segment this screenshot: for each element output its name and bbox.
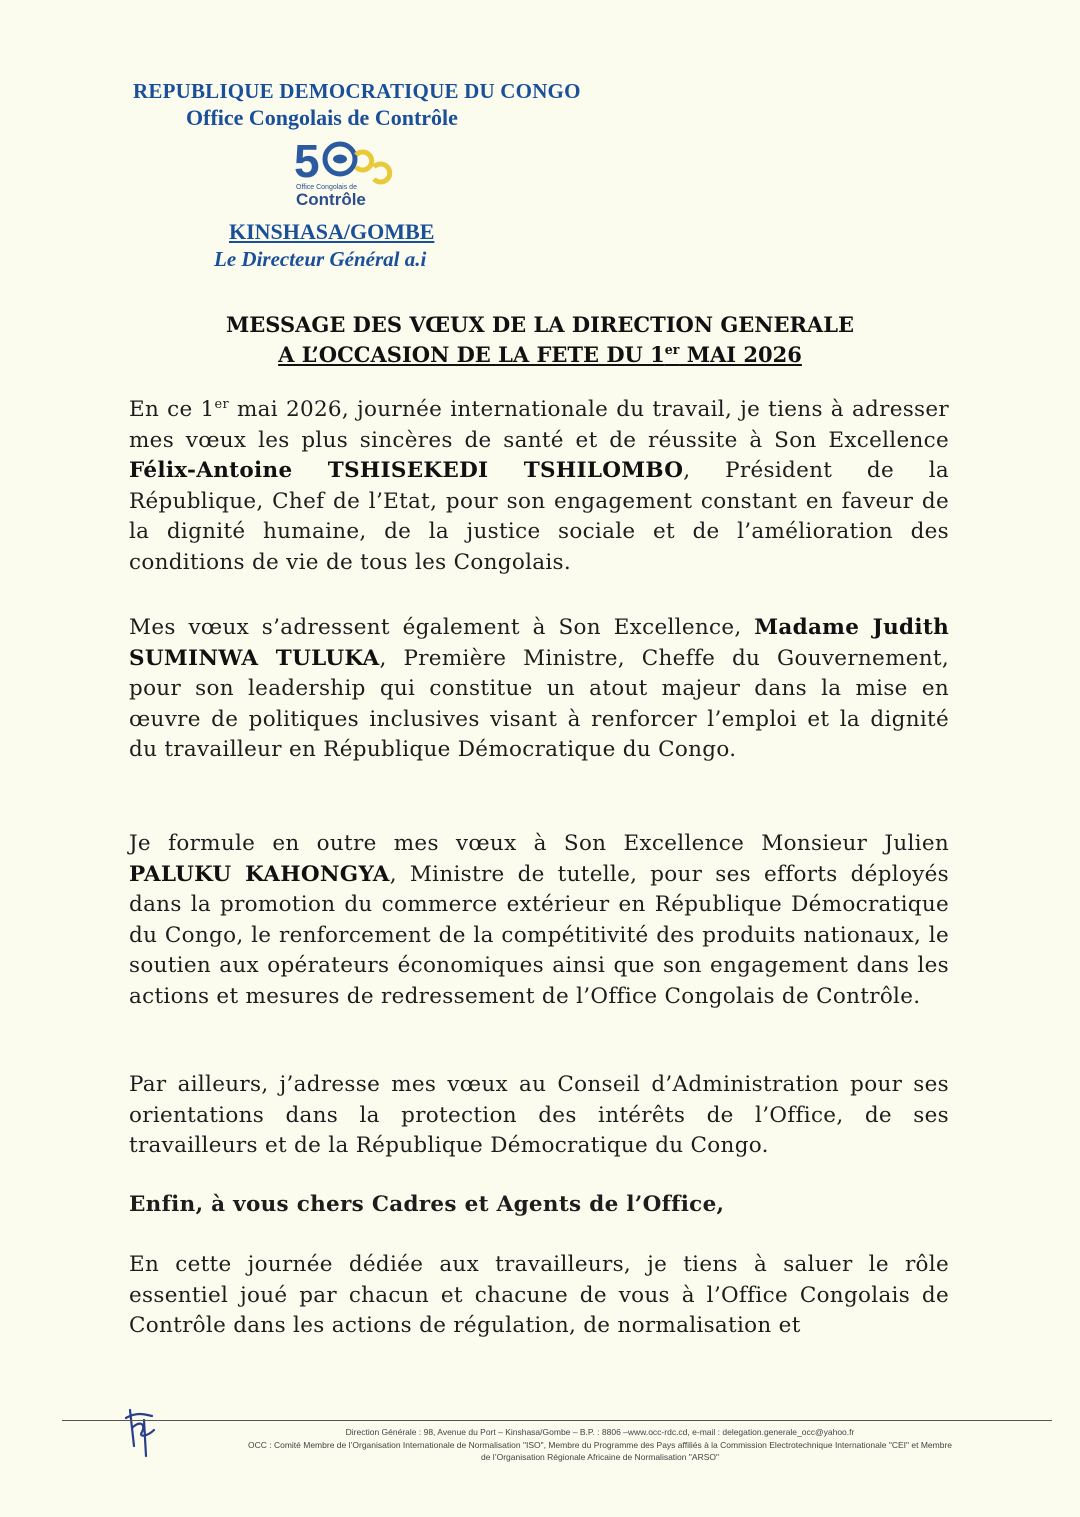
p2-text-a: Mes vœux s’adressent également à Son Excellence, xyxy=(129,615,755,640)
paragraph-minister xyxy=(129,829,949,1012)
footer-address: Direction Générale : 98, Avenue du Port – Kinshasa/Gombe – B.P. : 8806 –www.occ-rdc.cd, e-mail : delegation.generale_occ@yahoo.fr xyxy=(345,1427,855,1437)
footer-memberships: OCC : Comité Membre de l’Organisation Internationale de Normalisation "ISO", Membre du Programme des Pays affiliés à la Commission Electrotechnique Internationale "CEI" et Membre xyxy=(247,1440,953,1450)
title-sup: er xyxy=(664,342,680,357)
message-title-line1: MESSAGE DES VŒUX DE LA DIRECTION GENERALE xyxy=(225,312,854,337)
minister-name: PALUKU KAHONGYA xyxy=(129,861,390,887)
office-name: Office Congolais de Contrôle xyxy=(186,105,458,130)
paragraph-workers: En cette journée dédiée aux travailleurs, je tiens à saluer le rôle essentiel joué par chacun et chacune de vous à l’Office Congolais de Contrôle dans les actions de régulation, de normalisation et xyxy=(129,1252,949,1338)
message-title-line2 xyxy=(150,342,930,367)
logo-wordmark: Contrôle xyxy=(296,190,366,209)
paragraph-prime-minister xyxy=(129,613,949,766)
republic-name: REPUBLIQUE DEMOCRATIQUE DU CONGO xyxy=(133,79,581,103)
logo-caption: Office Congolais de xyxy=(296,184,357,191)
p1-text-b: mai 2026, journée internationale du travail, je tiens à adresser mes vœux les plus sincères de santé et de réussite à Son Excellence xyxy=(129,397,949,453)
paragraph-board: Par ailleurs, j’adresse mes vœux au Conseil d’Administration pour ses orientations dans la protection des intérêts de l’Office, de ses travailleurs et de la République Démocratique du Congo. xyxy=(129,1072,949,1158)
title-text-b: MAI 2026 xyxy=(679,342,802,367)
p3-text-b: , Ministre de tutelle, pour ses efforts déployés dans la promotion du commerce extérieur en République Démocratique du Congo, le renforcement de la compétitivité des produits nationaux, le soutien aux opérateurs économiques ainsi que son engagement dans les actions et mesures de redressement de l’Office Congolais de Contrôle. xyxy=(129,861,949,1009)
prime-minister-name: Madame Judith SUMINWA TULUKA xyxy=(129,615,950,671)
city-label: KINSHASA/GOMBE xyxy=(229,219,435,244)
svg-text:5: 5 xyxy=(294,135,320,187)
president-name: Félix-Antoine TSHISEKEDI TSHILOMBO xyxy=(129,458,684,483)
paragraph-president xyxy=(129,395,949,578)
p2-text-b: , Première Ministre, Cheffe du Gouvernement, pour son leadership qui constitue un atout majeur dans la mise en œuvre de politiques inclusives visant à renforcer l’emploi et la dignité du travailleur en République Démocratique du Congo. xyxy=(129,645,950,762)
p1-sup: er xyxy=(214,396,229,412)
title-text-a: A L’OCCASION DE LA FETE DU 1 xyxy=(278,342,665,367)
p1-text-a: En ce 1 xyxy=(129,397,215,422)
p1-text-c: , Président de la République, Chef de l’Etat, pour son engagement constant en faveur de la dignité humaine, de la justice sociale et de l’amélioration des conditions de vie de tous les Congolais. xyxy=(129,458,949,575)
director-label: Le Directeur Général a.i xyxy=(214,247,427,271)
paragraph-staff-heading: Enfin, à vous chers Cadres et Agents de l’Office, xyxy=(129,1192,725,1217)
footer-arso: de l’Organisation Régionale Africaine de Normalisation "ARSO" xyxy=(480,1452,720,1462)
p3-text-a: Je formule en outre mes vœux à Son Excellence Monsieur Julien xyxy=(129,831,949,856)
footer-divider xyxy=(62,1420,1052,1421)
